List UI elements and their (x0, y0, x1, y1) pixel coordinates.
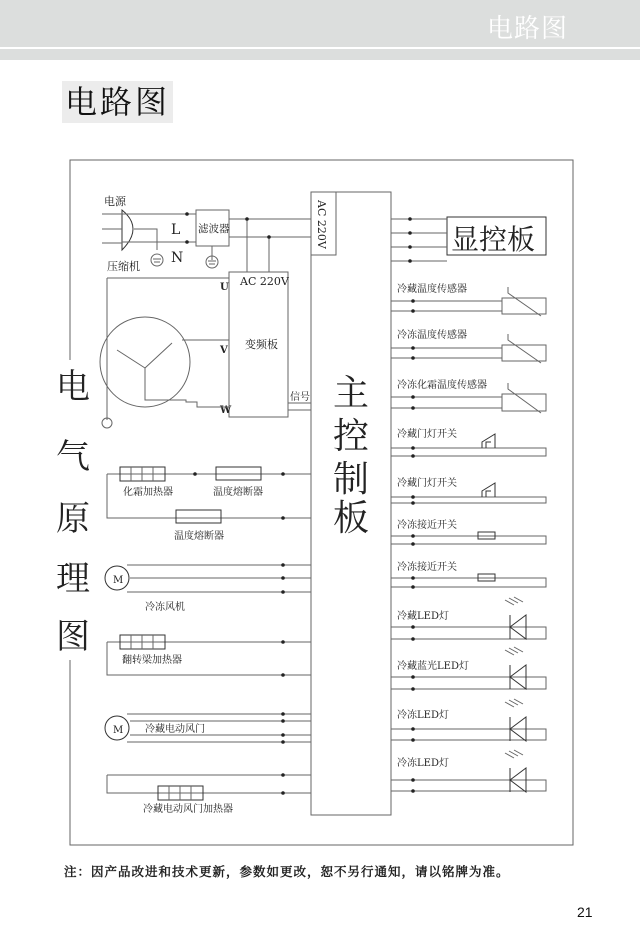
side-title-char: 电 (56, 367, 90, 407)
page-number: 21 (577, 904, 593, 920)
inverter-label: 变频板 (245, 338, 278, 351)
component-label: 冷藏温度传感器 (397, 284, 467, 295)
display-board-label: 显控板 (451, 223, 536, 256)
main-board-char: 制 (333, 459, 370, 500)
side-title (56, 367, 90, 657)
side-title-char: 理 (56, 559, 90, 599)
sensor-wires (391, 397, 502, 408)
fuse-icon (176, 510, 221, 523)
line-N-label: N (171, 250, 184, 266)
component-label: 冷冻化霜温度传感器 (397, 380, 487, 391)
fuse-label: 温度熔断器 (174, 531, 224, 542)
motor-symbol: M (113, 575, 124, 586)
light-rays-icon (505, 597, 523, 605)
temperature-sensor-icon (502, 298, 546, 314)
damper-heater-label: 冷藏电动风门加热器 (143, 804, 233, 815)
phase-W-label: W (220, 405, 232, 416)
motor-symbol: M (113, 725, 124, 736)
side-title-char: 原 (56, 499, 90, 539)
footnote: 注：因产品改进和技术更新，参数如更改，恕不另行通知，请以铭牌为准。 (64, 864, 510, 879)
sensor-wires (391, 348, 502, 358)
defrost-heater-label: 化霜加热器 (123, 487, 173, 498)
compressor-label: 压缩机 (107, 260, 140, 273)
temperature-sensor-icon (502, 394, 546, 411)
component-wires (391, 627, 546, 639)
right-components (391, 282, 546, 793)
damper-label: 冷藏电动风门 (145, 724, 205, 735)
plug-icon (122, 210, 133, 250)
component-label: 冷藏门灯开关 (397, 478, 457, 489)
ground-icon (151, 254, 163, 266)
display-wires (391, 219, 447, 261)
freezer-fan-label: 冷冻风机 (145, 602, 185, 613)
inverter-ac-label: AC 220V (240, 275, 289, 288)
temperature-sensor-icon (502, 345, 546, 361)
page-heading: 电路图 (62, 81, 173, 123)
light-rays-icon (505, 647, 523, 655)
component-wires (391, 578, 546, 587)
filter-label: 滤波器 (198, 223, 230, 235)
component-label: 冷冻接近开关 (397, 562, 457, 573)
component-label: 冷藏门灯开关 (397, 429, 457, 440)
section-title: 电路图 (486, 14, 568, 44)
component-label: 冷冻LED灯 (397, 710, 449, 721)
sensor-wires (391, 301, 502, 311)
light-rays-icon (505, 750, 523, 758)
component-wires (391, 677, 546, 689)
main-ac-label: AC 220V (315, 200, 328, 249)
component-label: 冷藏蓝光LED灯 (397, 661, 469, 672)
main-board-char: 控 (333, 416, 370, 457)
phase-U-label: U (220, 282, 229, 293)
side-title-char: 气 (56, 437, 90, 477)
signal-label: 信号 (290, 392, 310, 403)
main-board-char: 主 (333, 373, 370, 414)
line-L-label: L (171, 222, 181, 238)
door-switch-icon (482, 483, 495, 497)
fuse-label: 温度熔断器 (213, 487, 263, 498)
flip-beam-heater-label: 翻转梁加热器 (122, 655, 182, 666)
thermistor-icon (508, 383, 541, 413)
side-title-char: 图 (56, 617, 90, 657)
main-board-label (333, 373, 369, 539)
component-label: 冷冻温度传感器 (397, 330, 467, 341)
thermistor-icon (508, 334, 541, 363)
phase-V-label: V (220, 345, 228, 356)
component-label: 冷冻LED灯 (397, 758, 449, 769)
light-rays-icon (505, 699, 523, 707)
component-label: 冷冻接近开关 (397, 520, 457, 531)
door-switch-icon (482, 434, 495, 448)
power-label: 电源 (104, 195, 126, 208)
component-label: 冷藏LED灯 (397, 611, 449, 622)
thermistor-icon (508, 287, 541, 316)
main-board-char: 板 (333, 498, 370, 539)
